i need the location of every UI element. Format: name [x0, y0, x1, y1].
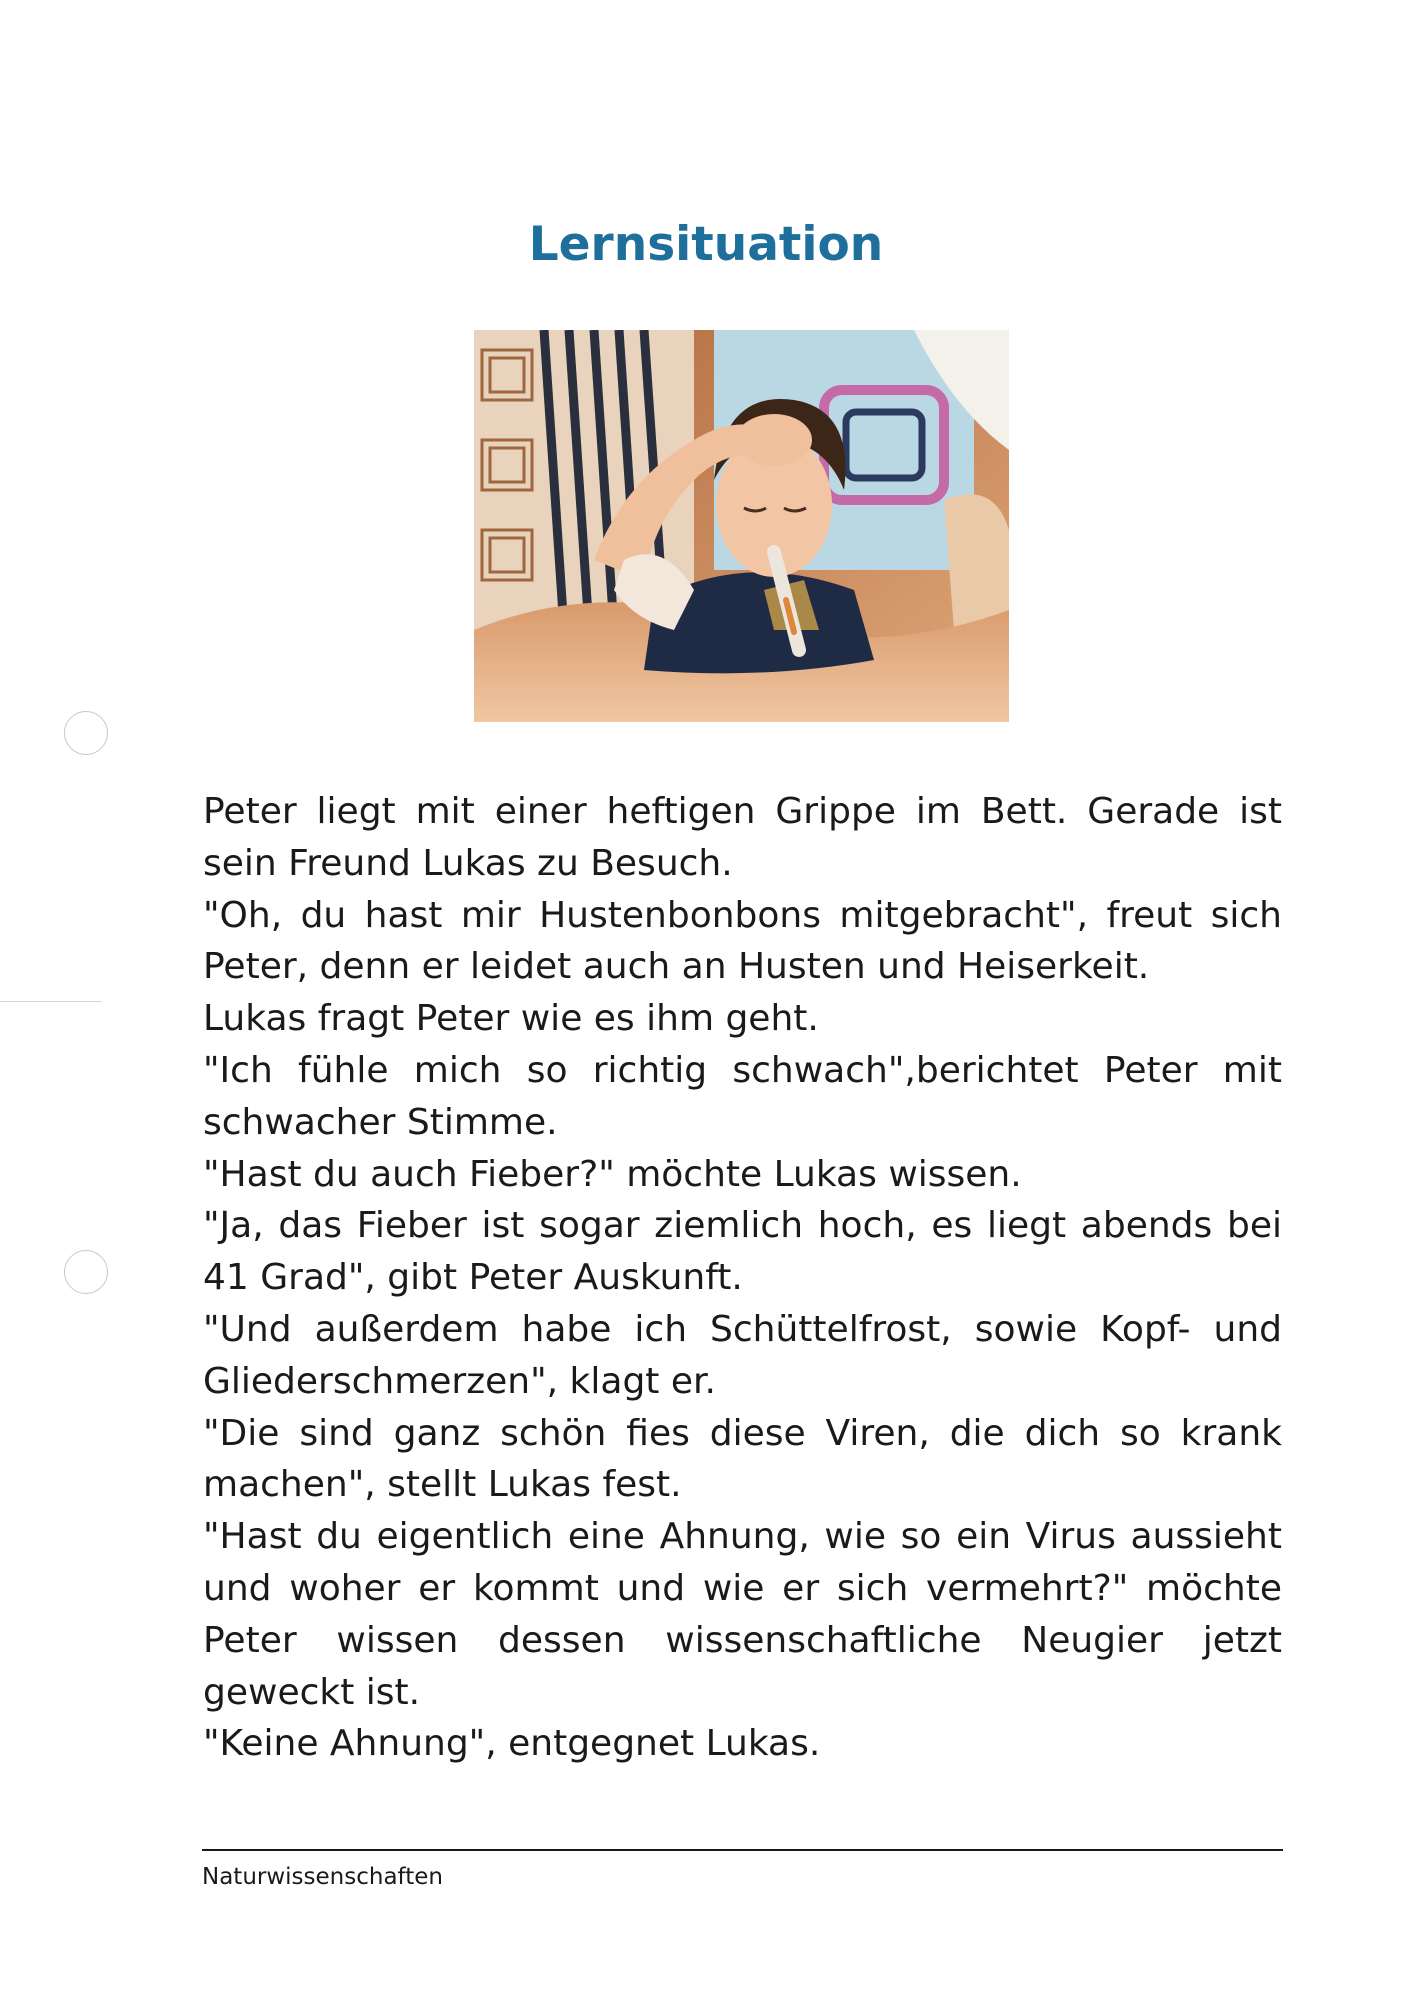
- footer-subject: Naturwissenschaften: [202, 1864, 443, 1890]
- story-paragraph: "Hast du eigentlich eine Ahnung, wie so ein Virus aussieht und woher er kommt und wie er sich vermehrt?" möchte Peter wissen dessen wissenschaftliche Neugier jetzt geweckt ist.: [203, 1516, 1282, 1713]
- sick-boy-photo: [474, 330, 1009, 722]
- story-text: [203, 786, 1282, 1770]
- story-paragraph: "Die sind ganz schön fies diese Viren, die dich so krank machen", stellt Lukas fest.: [203, 1412, 1282, 1506]
- punch-hole-bottom: [64, 1250, 108, 1294]
- story-paragraph: "Ja, das Fieber ist sogar ziemlich hoch, es liegt abends bei 41 Grad", gibt Peter Auskunft.: [203, 1205, 1282, 1299]
- story-paragraph: Lukas fragt Peter wie es ihm geht.: [203, 998, 819, 1040]
- fold-mark: [0, 1001, 102, 1002]
- page-title: Lernsituation: [528, 217, 884, 272]
- story-paragraph: "Ich fühle mich so richtig schwach",berichtet Peter mit schwacher Stimme.: [203, 1049, 1282, 1143]
- story-paragraph: "Oh, du hast mir Hustenbonbons mitgebracht", freut sich Peter, denn er leidet auch an Husten und Heiserkeit.: [203, 894, 1282, 988]
- story-paragraph: "Keine Ahnung", entgegnet Lukas.: [203, 1723, 821, 1765]
- footer-divider: [202, 1849, 1283, 1851]
- punch-hole-top: [64, 711, 108, 755]
- story-paragraph: Peter liegt mit einer heftigen Grippe im Bett. Gerade ist sein Freund Lukas zu Besuch.: [203, 791, 1282, 884]
- story-paragraph: "Hast du auch Fieber?" möchte Lukas wissen.: [203, 1153, 1022, 1195]
- story-paragraph: "Und außerdem habe ich Schüttelfrost, sowie Kopf- und Gliederschmerzen", klagt er.: [203, 1308, 1282, 1402]
